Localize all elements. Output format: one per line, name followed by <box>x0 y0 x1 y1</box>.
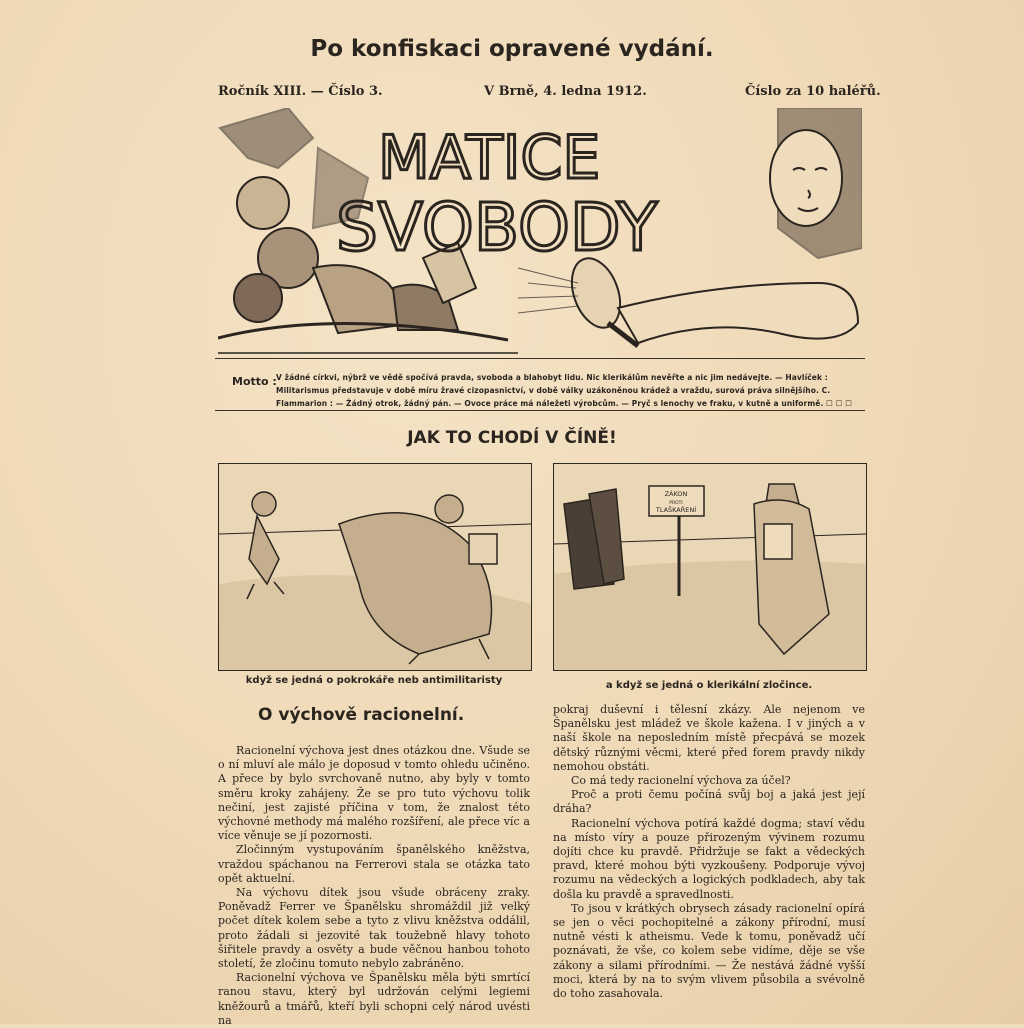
headline: JAK TO CHODÍ V ČÍNĚ! <box>407 428 617 448</box>
cartoon-left <box>218 463 532 671</box>
cartoon-right <box>553 463 867 671</box>
article-title: O výchově racionelní. <box>258 705 465 725</box>
cartoon-right-caption: a když se jedná o klerikální zločince. <box>605 680 813 691</box>
paragraph: Co má tedy racionelní výchova za účel? <box>571 774 791 788</box>
motto-text: V žádné církvi, nýbrž ve vědě spočívá pravda, svoboda a blahobyt lidu. Nic klerikálům nevěřte a nic jim nedávejte. — Havlíček : Militarismus představuje v době míru žravé cizopasnictví, v době války uzákoněnou krádež a vraždu, surová práva silnějšího. C. Flammarion : — Žádný otrok, žádný pán. — Ovoce práce má náležeti výrobcům. — Pryč s lenochy ve fraku, v kutně a uniformě. ☐ ☐ ☐ <box>276 373 853 408</box>
article-left-column <box>218 744 530 1028</box>
cartoon-left-caption: když se jedná o pokrokáře neb antimilitaristy <box>245 675 503 686</box>
divider <box>215 410 865 411</box>
sign-text-1: ZÁKON <box>664 490 688 498</box>
paragraph: pokraj duševní i tělesní zkázy. Ale nejenom ve Španělsku jest mládež ve škole kažena. I v jiných a v naší škole na neposledním místě přecpává se mozek dětský různými věcmi, které před forem pravdy nikdy nemohou obstáti. <box>553 703 865 773</box>
motto-label: Motto : <box>232 375 277 388</box>
paragraph: Na výchovu dítek jsou všude obráceny zraky. Poněvadž Ferrer ve Španělsku shromáždil již velký počet dítek kolem sebe a tyto z vlivu kněžstva oddálil, proto žádali si jezovité tak toužebně hlavy tohoto šiřitele pravdy a osvěty a bude věčnou hanbou tohoto století, že zločinu tomuto nebylo zabráněno. <box>218 886 530 971</box>
place-date: V Brně, 4. ledna 1912. <box>484 84 647 99</box>
sign-text-2: PROTI <box>669 501 683 506</box>
masthead-title-line1: MATICE <box>378 123 601 193</box>
paragraph: Proč a proti čemu počíná svůj boj a jaká jest její dráha? <box>553 788 865 816</box>
masthead-illustration <box>218 108 862 356</box>
paragraph: Zločinným vystupováním španělského kněžstva, vraždou spáchanou na Ferrerovi stala se otázka tato opět aktuelní. <box>218 843 530 885</box>
sign-text-3: TLAŠKAŘENÍ <box>655 506 697 514</box>
edition-note: Po konfiskaci opravené vydání. <box>310 36 714 62</box>
paragraph: Racionelní výchova jest dnes otázkou dne. Všude se o ní mluví ale málo je doposud v tomto ohledu učiněno. A přece by bylo svrchovaně nutno, aby byly v tomto směru kroky zahájeny. Že se pro tuto výchovu tolik nečiní, jest zajisté příčina v tom, že znalost této výchovné methody má malého rozšíření, ale přece víc a více věnuje se jí pozornosti. <box>218 744 530 843</box>
paragraph: To jsou v krátkých obrysech zásady racionelní opírá se jen o věci pochopitelné a zákony přírodní, musí nutně vésti k atheismu. Vede k tomu, poněvadž učí poznávati, že vše, co kolem sebe vidíme, děje se vše zákony a silami přírodními. — Že nestává žádné vyšší moci, která by na to svým vlivem působila a svévolně do toho zasahovala. <box>553 901 865 1001</box>
price: Číslo za 10 haléřů. <box>745 84 881 99</box>
paragraph: Racionelní výchova ve Španělsku měla býti smrtící ranou stavu, který byl udržován celými legiemi kněžourů a tmářů, kteří byli schopni celý národ uvésti na <box>218 971 530 1027</box>
divider <box>215 358 865 359</box>
article-right-column <box>553 703 865 1001</box>
paragraph: Racionelní výchova potírá každé dogma; staví vědu na místo víry a pouze přirozeným vývinem rozumu dojíti chce ku pravdě. Přidržuje se fakt a vědeckých pravd, které mohou býti vyzkoušeny. Podporuje vývoj rozumu na vědeckých a logických podkladech, aby tak došla ku pravdě a spravedlnosti. <box>553 816 865 901</box>
volume-number: Ročník XIII. — Číslo 3. <box>218 84 383 99</box>
masthead-title-line2: SVOBODY <box>336 189 658 266</box>
